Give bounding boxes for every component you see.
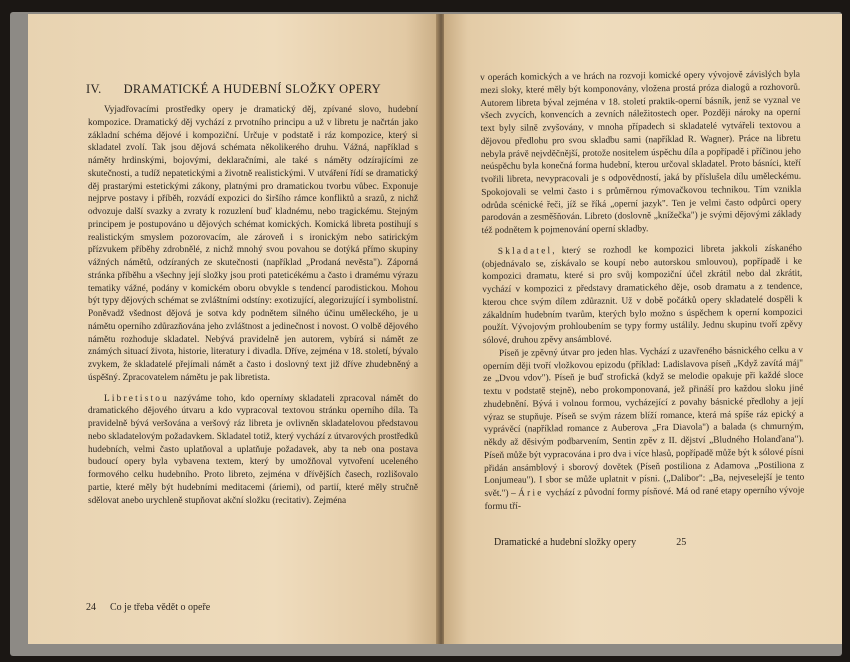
right-page bbox=[444, 14, 842, 644]
spaced-term: Árie bbox=[518, 488, 544, 499]
chapter-heading bbox=[86, 82, 381, 97]
paragraph-text: , který se rozhodl ke kompozici libreta jakkoli získaného (objednávalo se, získávalo se koupí nebo autorskou smlouvou), popřípadě i ke kompozici dramatu, které si pro svůj kompoziční účel zkrátil nebo dal zkrátit, vychází v kompozici z představy dramatického děje, osob dramatu a z tendence, kterou chce svým dílem zdůraznit. Už v době počátků opery skladatelé dospěli k zákaldním hudebním tvarům, kterých bylo možno s úspěchem k operní kompozici použít. Vývojovým prohloubením se typy formy ustálily. Jednu skupinu tvoří zpěvy sólové, druhou zpěvy ansámblové. bbox=[481, 243, 803, 346]
paragraph bbox=[88, 393, 418, 508]
running-head: Co je třeba vědět o opeře bbox=[110, 602, 211, 613]
left-page bbox=[28, 14, 438, 644]
paragraph-text: Píseň je zpěvný útvar pro jeden hlas. Vychází z uzavřeného básnického celku a v operním ději tvoří vložkovou epizodu (příklad: Ladislavova píseň „Když zavítá máj" ze „Dvou vdov"). Píseň je buď strofická (když se melodie opakuje při každé sloce textu v podstatě stejně), nebo prokomponovaná, jež přináší pro každou sloku jiné zhudebnění. Bývá i volnou formou, vycházející z povahy básnické předlohy a její výraz se stupňuje. Píseň se svým rázem blíží romance, která má spíše ráz epický a vyprávěcí (například romance z Auberova „Fra Diavola") a balada (s chmurným, někdy až děsivým podbarvením, Sentin zpěv z II. dějství „Bludného Holanďana"). Píseň může být vypracována i pro dva i více hlasů, popřípadě může být k sólové písni přidán ansámblový i sborový dovětek (Píseň postiliona z Adamova „Postiliona z Lonjumeau"). I sbor se může uplatnit v písni. („Dalibor": „Ba, nejveselejší je tento svět.") – bbox=[483, 345, 805, 499]
chapter-title: DRAMATICKÉ A HUDEBNÍ SLOŽKY OPERY bbox=[123, 82, 381, 96]
left-text-column bbox=[88, 104, 418, 507]
paragraph bbox=[482, 242, 803, 347]
spaced-term: Skladatel bbox=[497, 246, 553, 257]
left-footer bbox=[86, 602, 210, 613]
right-footer bbox=[494, 537, 686, 548]
right-text-column bbox=[480, 69, 805, 514]
spaced-term: Libretistou bbox=[104, 393, 169, 404]
paragraph: Vyjadřovacími prostředky opery je dramatický děj, zpívané slovo, hudební kompozice. Dramatický děj vychází z prvotního principu a už v libretu je načrtán jako základní schéma dějové i kompoziční. Určuje v podstatě i ráz kompozice, který si skladatel zvolí. Tak jsou dějová schémata několikerého druhu. Vážná, například s náměty hrdinskými, bojovými, deklaračními, ale také s náměty odzírajícími ze skutečnosti, a tudíž nepatetickými a životně realistickými. V utváření řídí se dramatický děj prastarými estetickými zákony, platnými pro dramatickou tvorbu vůbec. Exponuje nejprve postavy i příběh, rozvádí expozici do širšího rámce konfliktů a srazů, z nichž odvozuje další svazky a zvraty k rozuzlení buď kladnému, nebo tragickému. Stejným principem je postupováno u dějových schémat komických. Komická libreta postihují s realistickým smyslem pozorovacím, ale zároveň i s ironickým nebo satirickým přízvukem příběhy zdrobnělé, z nichž mnohý svou povahou se dotýká přímo skupiny vážných námětů, odzíraných ze skutečnosti (například „Prodaná nevěsta"). Záporná stránka příběhu a všechny její složky jsou proti pateticékému a často i dramému výrazu tematiky vážné, podány v komickém oboru obvykle s tendencí parodistickou. Mohou být typy dějových schémat se zvláštními odstíny: exotizující, alegorizující i symbolistní. Poněvadž všednost dějová je sotva kdy podnětem silného účinu uměleckého, je u námětu operního zdůrazňována jeho zvláštnost a jedinečnost i novost. O volbě dějového námětu rozhoduje skladatel. Nebývá pravidelně jen autorem, vybírá si námět ze známých situací života, historie, literatury i divadla. Dříve, zejména v 18. století, bývalo zvykem, že skladatelé přejímali námět a často i doslovný text již dříve zhudebněný a úspěšný. Zpracovatelem námětu je pak libretista. bbox=[88, 105, 418, 383]
paragraph bbox=[483, 344, 805, 513]
running-head: Dramatické a hudební složky opery bbox=[494, 537, 637, 548]
page-number: 24 bbox=[86, 602, 96, 613]
paragraph-text: nazýváme toho, kdo operníму skladateli zpracoval námět do dramatického dějového útvaru a kdo vypracoval textovou stránku operního díla. Ta pravidelně bývá veršována a veršový ráz libreta je ovlivněn skladatelovou představou nebo skladatelovým požadavkem. Skladatel totiž, který vychází z útvarových prostředků hudebních, velmi často uplatňoval a uplatňuje požadavek, aby ta neb ona postava budoucí opery byla vybavena textem, který by umožňoval vytvoření uceleného formového celku hudebního. Proto libreto, zejména v dřívějších časech, rozlišovalo partie, které měly být hudebními meditacemi (áriemi), od partií, které měly stručně sdělovat anebo urychleně stupňovat akční složku (recitativ). Zejména bbox=[88, 393, 418, 506]
paragraph-text: vychází z původní formy písňové. Má od rané etapy operního vývoje formu tří- bbox=[484, 485, 805, 512]
paragraph: v operách komických a ve hrách na rozvoji komické opery vývojově závislých byla mezi sloky, které měly být komponovány, vložena prostá próza dialogů a rozhovorů. Autorem libreta býval zejména v 18. století praktik-operní básník, jenž se vyznal ve všech zvycích, konvencích a zevních náležitostech oper. Později nároky na operní text byly silně zvyšovány, v mnoha případech si skladatelé vytvářeli textovou a dějovou předlohu pro svou skladbu sami (například R. Wagner). Práce na libretu nebyla právě nejvděčnější, protože nositelem úspěchu díla a popřípadě i příčinou jeho neúspěchu byla konečná forma hudební, kterou určoval skladatel. Proto básníci, kteří tvořili libreta, nevypracovali je s odpovědností, jaká by příslušela dílu uměleckému. Spokojovali se velmi často i s průměrnou rýmovačkovou technikou. Tím vznikla odrůda scénické řeči, jíž se říká „operní jazyk". Ten je velmi často odpůrci opery parodován a zesměšňován. Libreto (doslovně „knížečka") je svými dějovými základy též podnětem k pojmenování operní skladby. bbox=[480, 69, 802, 236]
page-number: 25 bbox=[676, 537, 687, 548]
chapter-number: IV. bbox=[86, 82, 102, 96]
